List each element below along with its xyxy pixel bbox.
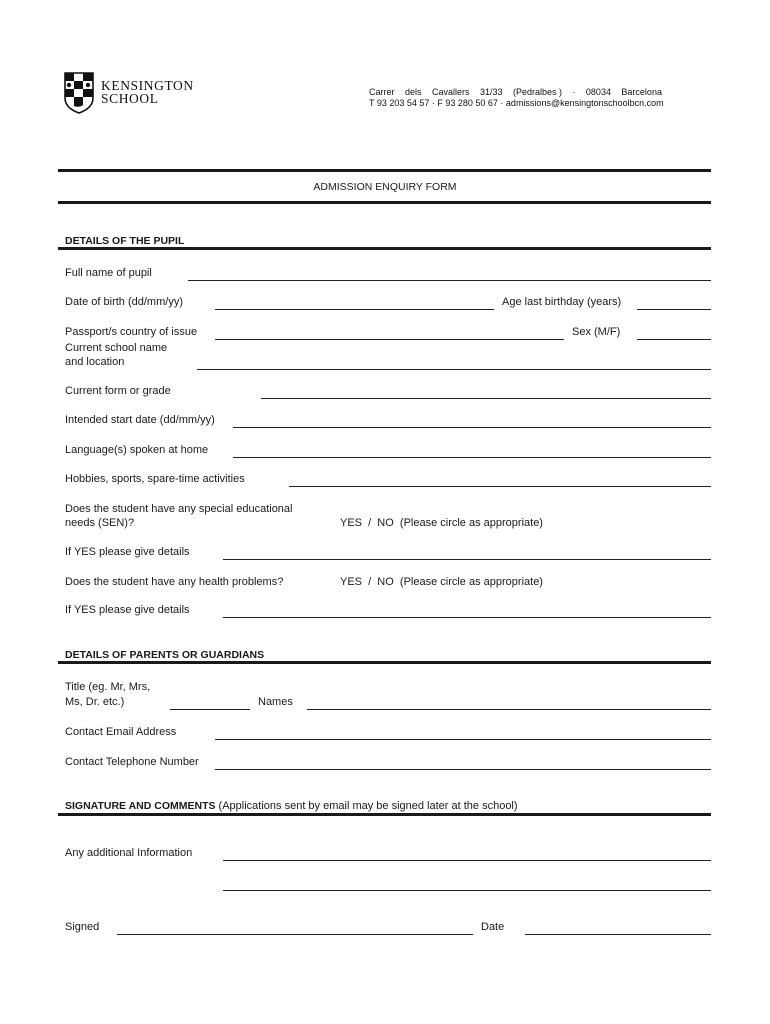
label-full-name: Full name of pupil <box>65 267 152 279</box>
label-phone: Contact Telephone Number <box>65 756 199 768</box>
school-name-line1: KENSINGTON <box>101 78 194 93</box>
label-sen-details: If YES please give details <box>65 546 190 558</box>
address-part: 08034 <box>585 87 611 97</box>
label-passport: Passport/s country of issue <box>65 326 198 338</box>
address-part: · <box>572 87 576 97</box>
label-languages: Language(s) spoken at home <box>65 444 209 456</box>
hobbies-field[interactable] <box>289 486 711 487</box>
signature-heading-note: (Applications sent by email may be signed later at the school) <box>215 800 518 812</box>
school-crest-icon <box>64 72 94 114</box>
start-date-field[interactable] <box>233 427 711 428</box>
signed-field[interactable] <box>117 934 473 935</box>
current-school-field[interactable] <box>197 369 711 370</box>
additional-info-field-2[interactable] <box>223 890 711 891</box>
full-name-field[interactable] <box>188 280 711 281</box>
health-details-field[interactable] <box>223 617 711 618</box>
sen-details-field[interactable] <box>223 559 711 560</box>
label-health-details: If YES please give details <box>65 604 190 616</box>
sen-yes-no-choice[interactable]: YES / NO (Please circle as appropriate) <box>340 517 543 529</box>
label-email: Contact Email Address <box>65 726 177 738</box>
section-heading-pupil: DETAILS OF THE PUPIL <box>65 235 185 247</box>
school-contact: T 93 203 54 57 · F 93 280 50 67 · admissions@kensingtonschoolbcn.com <box>369 98 664 108</box>
section-heading-parents: DETAILS OF PARENTS OR GUARDIANS <box>65 649 265 661</box>
label-sen-1: Does the student have any special educational <box>65 503 293 515</box>
date-of-birth-field[interactable] <box>215 309 494 310</box>
section-rule-parents <box>58 661 711 664</box>
additional-info-field-1[interactable] <box>223 860 711 861</box>
passport-field[interactable] <box>215 339 564 340</box>
label-title-1: Title (eg. Mr, Mrs, <box>65 681 151 693</box>
sex-field[interactable] <box>637 339 711 340</box>
address-part: Barcelona <box>621 87 662 97</box>
address-part: 31/33 <box>479 87 503 97</box>
section-heading-signature <box>65 799 518 813</box>
label-names: Names <box>258 696 293 708</box>
form-title: ADMISSION ENQUIRY FORM <box>313 181 457 193</box>
label-health: Does the student have any health problems? <box>65 576 284 588</box>
form-grade-field[interactable] <box>261 398 711 399</box>
names-field[interactable] <box>307 709 711 710</box>
label-form-grade: Current form or grade <box>65 385 171 397</box>
signature-heading-bold: SIGNATURE AND COMMENTS <box>65 800 216 812</box>
title-bottom-rule <box>58 201 711 204</box>
date-field[interactable] <box>525 934 711 935</box>
label-date-of-birth: Date of birth (dd/mm/yy) <box>65 296 183 308</box>
address-part: Cavallers <box>431 87 470 97</box>
label-date: Date <box>481 921 505 933</box>
title-top-rule <box>58 169 711 172</box>
label-start-date: Intended start date (dd/mm/yy) <box>65 414 215 426</box>
address-part: (Pedralbes ) <box>512 87 562 97</box>
languages-field[interactable] <box>233 457 711 458</box>
label-current-school-2: and location <box>65 356 125 368</box>
section-rule-signature <box>58 813 711 816</box>
label-hobbies: Hobbies, sports, spare-time activities <box>65 473 245 485</box>
address-part: Carrer <box>369 87 395 97</box>
section-rule-pupil <box>58 247 711 250</box>
label-title-2: Ms, Dr. etc.) <box>65 696 125 708</box>
address-part: dels <box>404 87 422 97</box>
phone-field[interactable] <box>215 769 711 770</box>
label-age: Age last birthday (years) <box>502 296 622 308</box>
label-additional-info: Any additional Information <box>65 847 193 859</box>
school-name-line2: SCHOOL <box>101 91 159 106</box>
age-field[interactable] <box>637 309 711 310</box>
label-sex: Sex (M/F) <box>572 326 621 338</box>
email-field[interactable] <box>215 739 711 740</box>
health-yes-no-choice[interactable]: YES / NO (Please circle as appropriate) <box>340 576 543 588</box>
label-sen-2: needs (SEN)? <box>65 517 135 529</box>
title-field[interactable] <box>170 709 250 710</box>
label-signed: Signed <box>65 921 100 933</box>
label-current-school-1: Current school name <box>65 342 168 354</box>
